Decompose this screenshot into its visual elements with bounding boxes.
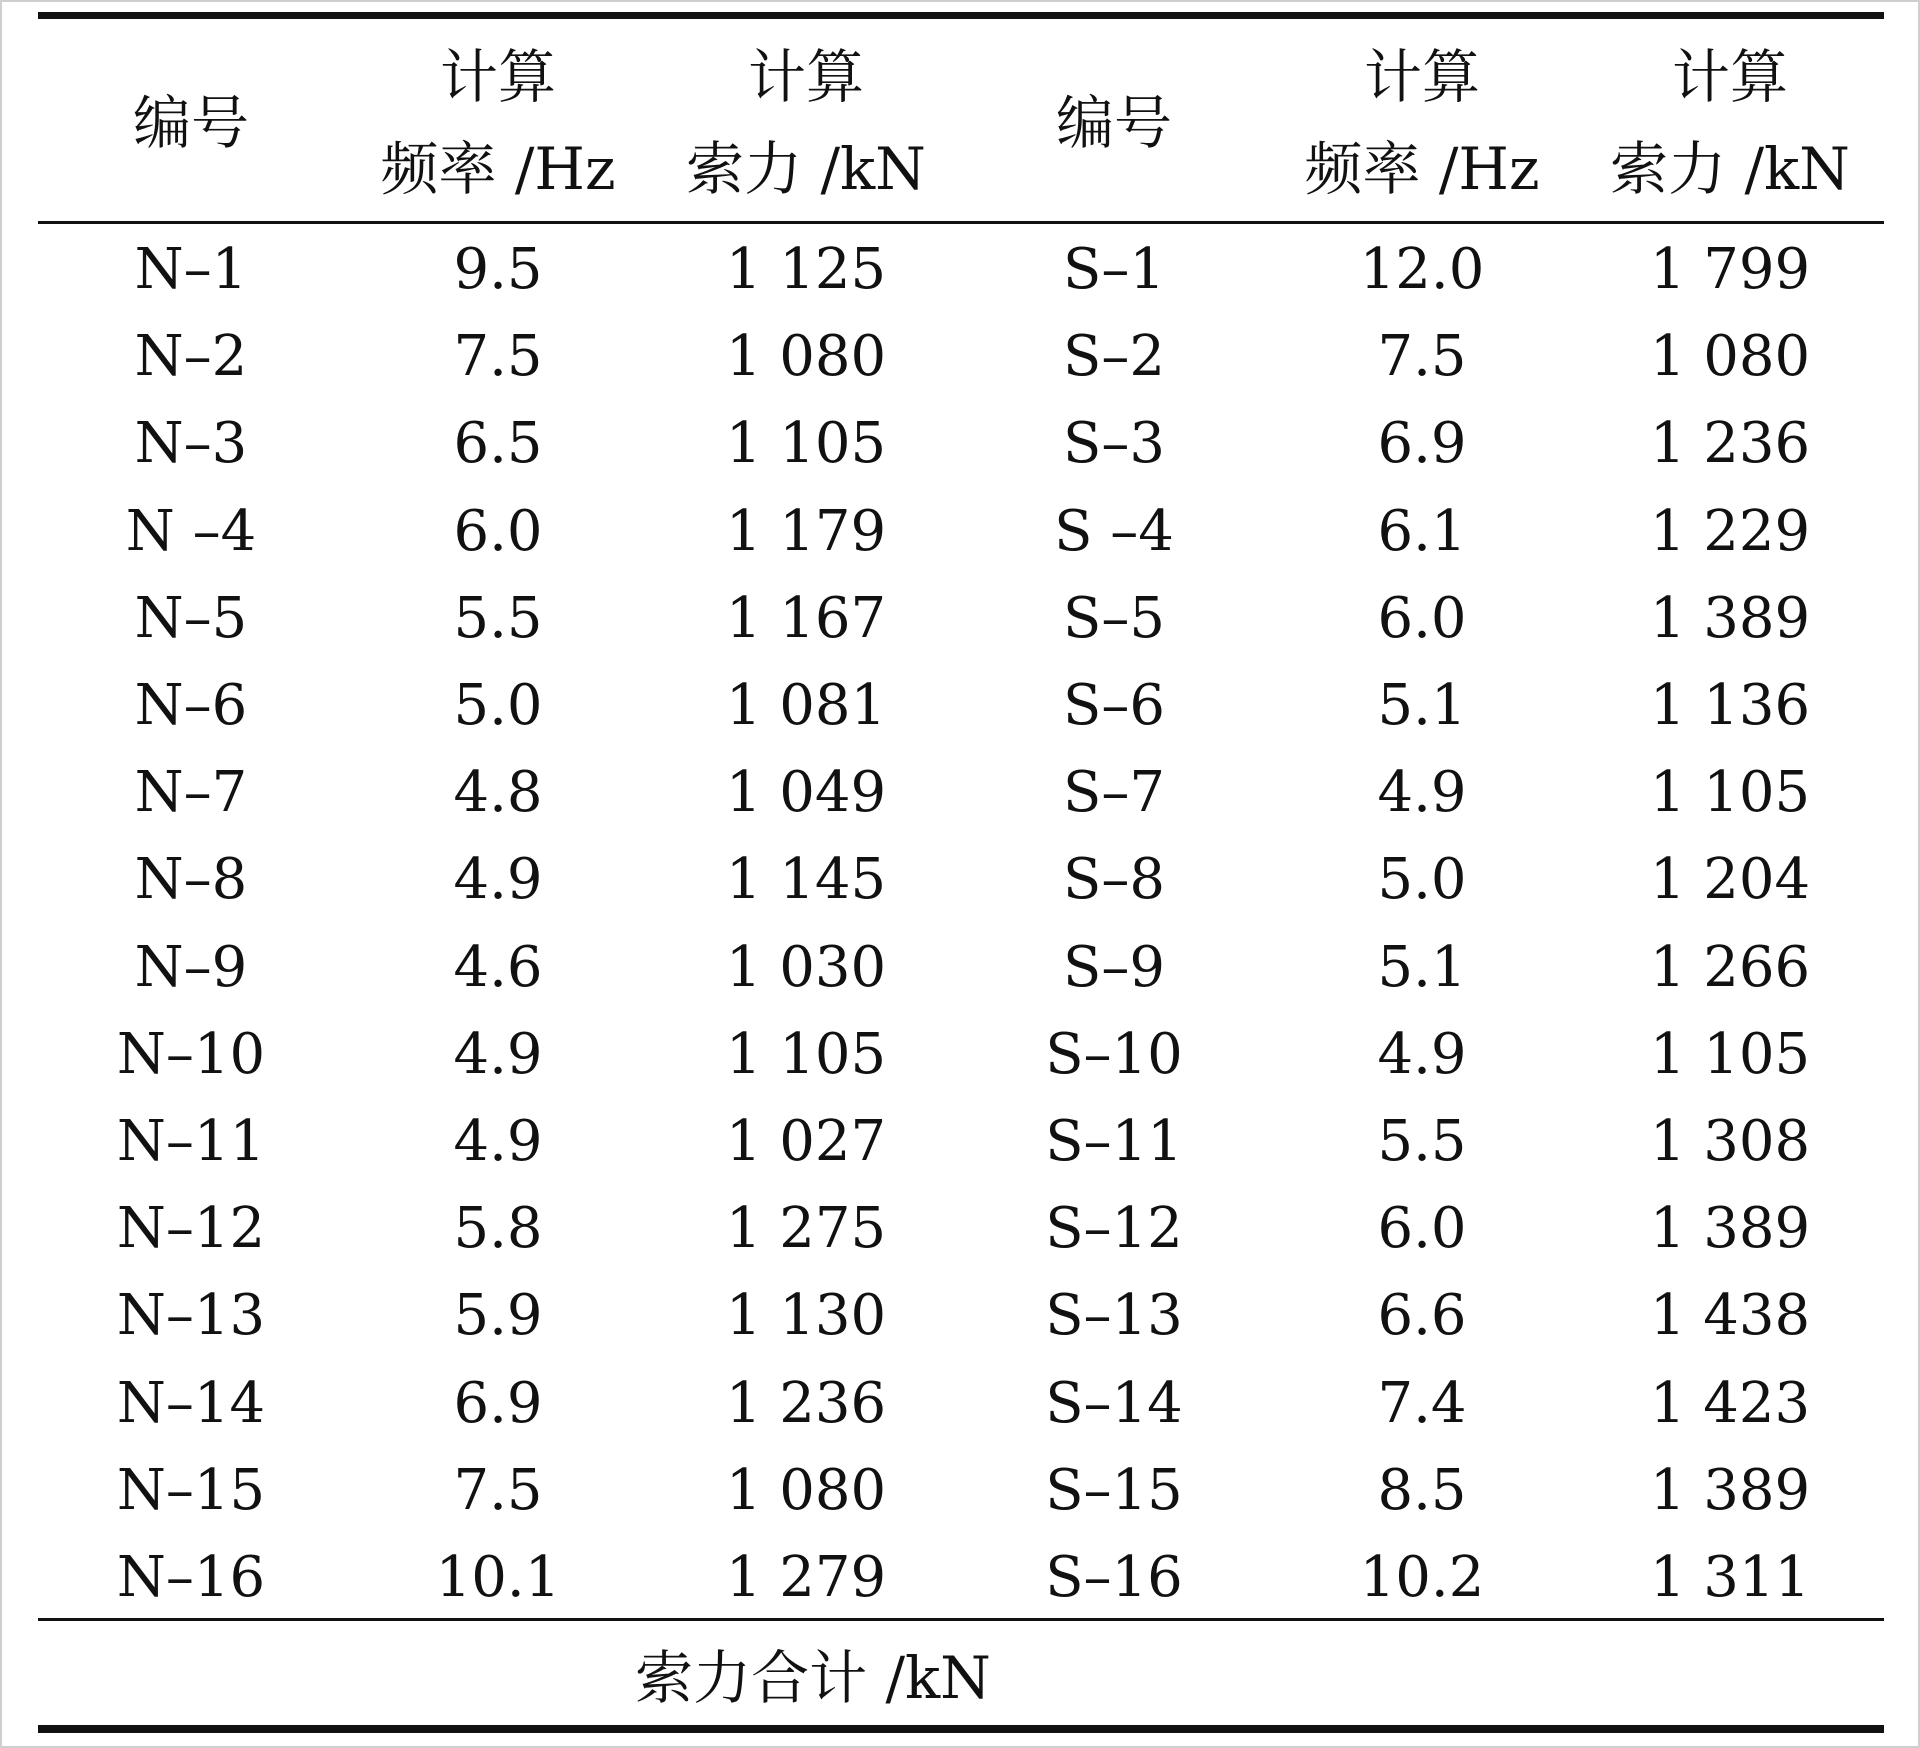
header-label: 计算 bbox=[439, 43, 556, 111]
table-cell-force-south: 1 389 bbox=[1649, 1457, 1811, 1523]
header-frequency-right bbox=[1268, 28, 1576, 218]
table-cell-force-north: 1 236 bbox=[725, 1370, 887, 1436]
table-cell-force-south: 1 308 bbox=[1649, 1108, 1811, 1174]
table-cell-cable-id-north: N–10 bbox=[116, 1021, 266, 1087]
table-cell-frequency-south: 7.4 bbox=[1377, 1370, 1467, 1436]
table-cell-cable-id-south: S–6 bbox=[1063, 673, 1165, 739]
header-label: 计算 bbox=[1671, 43, 1788, 111]
table-cell-frequency-south: 8.5 bbox=[1377, 1457, 1467, 1523]
table-cell-force-north: 1 130 bbox=[725, 1283, 887, 1349]
header-label: 编号 bbox=[1055, 89, 1172, 157]
table-cell-frequency-south: 5.1 bbox=[1377, 934, 1467, 1000]
header-frequency-left bbox=[344, 28, 652, 218]
table-cell-frequency-north: 4.9 bbox=[453, 1108, 543, 1174]
table-cell-cable-id-north: N–13 bbox=[116, 1283, 266, 1349]
table-cell-frequency-north: 7.5 bbox=[453, 1457, 543, 1523]
table-cell-cable-id-south: S–10 bbox=[1045, 1021, 1183, 1087]
header-label-unit: 索力 /kN bbox=[686, 135, 926, 203]
table-footer bbox=[38, 1625, 1884, 1721]
table-cell-force-north: 1 179 bbox=[725, 498, 887, 564]
table-cell-force-north: 1 275 bbox=[725, 1196, 887, 1262]
table-cell-force-north: 1 027 bbox=[725, 1108, 887, 1174]
table-cell-frequency-north: 10.1 bbox=[435, 1544, 561, 1610]
header-label: 计算 bbox=[747, 43, 864, 111]
table-header-rule bbox=[38, 221, 1884, 224]
table-cell-frequency-north: 6.9 bbox=[453, 1370, 543, 1436]
table-cell-cable-id-north: N–11 bbox=[116, 1108, 266, 1174]
table-cell-force-north: 1 105 bbox=[725, 411, 887, 477]
table-cell-frequency-south: 6.0 bbox=[1377, 1196, 1467, 1262]
table-cell-force-south: 1 105 bbox=[1649, 760, 1811, 826]
table-cell-frequency-north: 4.6 bbox=[453, 934, 543, 1000]
table-cell-force-north: 1 081 bbox=[725, 673, 887, 739]
table-cell-cable-id-south: S–12 bbox=[1045, 1196, 1183, 1262]
table-cell-frequency-south: 6.6 bbox=[1377, 1283, 1467, 1349]
table-cell-force-south: 1 229 bbox=[1649, 498, 1811, 564]
table-cell-frequency-south: 4.9 bbox=[1377, 1021, 1467, 1087]
table-cell-force-south: 1 799 bbox=[1649, 237, 1811, 303]
header-id-left bbox=[38, 28, 344, 218]
table-cell-force-south: 1 204 bbox=[1649, 847, 1811, 913]
table-cell-cable-id-south: S–13 bbox=[1045, 1283, 1183, 1349]
table-cell-frequency-north: 5.8 bbox=[453, 1196, 543, 1262]
table-cell-cable-id-south: S–15 bbox=[1045, 1457, 1183, 1523]
table-cell-cable-id-south: S–2 bbox=[1063, 324, 1165, 390]
table-cell-cable-id-north: N–3 bbox=[134, 411, 248, 477]
table-header bbox=[38, 28, 1884, 218]
table-cell-cable-id-south: S–9 bbox=[1063, 934, 1165, 1000]
table-cell-cable-id-north: N–1 bbox=[134, 237, 248, 303]
table-cell-cable-id-north: N–5 bbox=[134, 585, 248, 651]
table-cell-force-south: 1 266 bbox=[1649, 934, 1811, 1000]
table-cell-force-south: 1 236 bbox=[1649, 411, 1811, 477]
table-top-rule bbox=[38, 12, 1884, 19]
table-cell-force-south: 1 136 bbox=[1649, 673, 1811, 739]
table-cell-force-south: 1 105 bbox=[1649, 1021, 1811, 1087]
table-cell-cable-id-south: S–3 bbox=[1063, 411, 1165, 477]
table-cell-force-south: 1 389 bbox=[1649, 585, 1811, 651]
table-cell-frequency-north: 5.0 bbox=[453, 673, 543, 739]
table-cell-cable-id-south: S–16 bbox=[1045, 1544, 1183, 1610]
table-cell-cable-id-north: N–2 bbox=[134, 324, 248, 390]
table-cell-cable-id-south: S–5 bbox=[1063, 585, 1165, 651]
table-cell-force-north: 1 080 bbox=[725, 1457, 887, 1523]
table-cell-frequency-south: 5.5 bbox=[1377, 1108, 1467, 1174]
table-cell-frequency-south: 6.0 bbox=[1377, 585, 1467, 651]
table-bottom-rule bbox=[38, 1725, 1884, 1733]
header-label: 计算 bbox=[1363, 43, 1480, 111]
table-cell-force-south: 1 080 bbox=[1649, 324, 1811, 390]
header-force-left bbox=[652, 28, 960, 218]
table-cell-cable-id-north: N–8 bbox=[134, 847, 248, 913]
table-cell-frequency-south: 4.9 bbox=[1377, 760, 1467, 826]
table-cell-force-south: 1 389 bbox=[1649, 1196, 1811, 1262]
table-cell-frequency-north: 6.5 bbox=[453, 411, 543, 477]
table-cell-frequency-north: 6.0 bbox=[453, 498, 543, 564]
header-label: 编号 bbox=[132, 89, 249, 157]
table-cell-cable-id-north: N–14 bbox=[116, 1370, 266, 1436]
table-cell-frequency-north: 4.9 bbox=[453, 1021, 543, 1087]
table-cell-frequency-north: 7.5 bbox=[453, 324, 543, 390]
header-label-unit: 频率 /Hz bbox=[380, 135, 616, 203]
header-label-unit: 索力 /kN bbox=[1610, 135, 1850, 203]
table-cell-cable-id-north: N–16 bbox=[116, 1544, 266, 1610]
table-cell-frequency-south: 5.0 bbox=[1377, 847, 1467, 913]
table-cell-cable-id-south: S–7 bbox=[1063, 760, 1165, 826]
header-label-unit: 频率 /Hz bbox=[1304, 135, 1540, 203]
table-cell-cable-id-north: N–15 bbox=[116, 1457, 266, 1523]
table-cell-frequency-south: 12.0 bbox=[1359, 237, 1485, 303]
table-cell-cable-id-south: S–11 bbox=[1045, 1108, 1183, 1174]
table-cell-frequency-north: 4.8 bbox=[453, 760, 543, 826]
table-body bbox=[38, 226, 1884, 1621]
table-cell-force-north: 1 145 bbox=[725, 847, 887, 913]
header-id-right bbox=[960, 28, 1268, 218]
table-cell-frequency-north: 5.5 bbox=[453, 585, 543, 651]
table-cell-cable-id-south: S–14 bbox=[1045, 1370, 1183, 1436]
table-cell-force-north: 1 279 bbox=[725, 1544, 887, 1610]
table-cell-cable-id-north: N–12 bbox=[116, 1196, 266, 1262]
table-cell-cable-id-north: N–6 bbox=[134, 673, 248, 739]
total-force-label: 索力合计 /kN bbox=[635, 1644, 991, 1712]
table-cell-force-north: 1 080 bbox=[725, 324, 887, 390]
table-cell-frequency-south: 6.1 bbox=[1377, 498, 1467, 564]
table-cell-frequency-south: 7.5 bbox=[1377, 324, 1467, 390]
table-cell-frequency-north: 5.9 bbox=[453, 1283, 543, 1349]
table-cell-cable-id-south: S–1 bbox=[1063, 237, 1165, 303]
table-cell-cable-id-north: N –4 bbox=[125, 498, 257, 564]
table-cell-force-south: 1 438 bbox=[1649, 1283, 1811, 1349]
table-cell-cable-id-north: N–9 bbox=[134, 934, 248, 1000]
table-cell-frequency-south: 10.2 bbox=[1359, 1544, 1485, 1610]
table-cell-force-north: 1 125 bbox=[725, 237, 887, 303]
table-cell-frequency-north: 9.5 bbox=[453, 237, 543, 303]
table-cell-force-south: 1 311 bbox=[1649, 1544, 1811, 1610]
table-cell-frequency-north: 4.9 bbox=[453, 847, 543, 913]
table-cell-cable-id-north: N–7 bbox=[134, 760, 248, 826]
table-cell-cable-id-south: S–8 bbox=[1063, 847, 1165, 913]
header-force-right bbox=[1576, 28, 1884, 218]
table-cell-force-north: 1 167 bbox=[725, 585, 887, 651]
table-cell-force-north: 1 105 bbox=[725, 1021, 887, 1087]
table-footer-rule bbox=[38, 1618, 1884, 1621]
table-cell-cable-id-south: S –4 bbox=[1054, 498, 1174, 564]
table-cell-frequency-south: 5.1 bbox=[1377, 673, 1467, 739]
table-cell-force-south: 1 423 bbox=[1649, 1370, 1811, 1436]
table-cell-force-north: 1 030 bbox=[725, 934, 887, 1000]
table-cell-force-north: 1 049 bbox=[725, 760, 887, 826]
table-cell-frequency-south: 6.9 bbox=[1377, 411, 1467, 477]
